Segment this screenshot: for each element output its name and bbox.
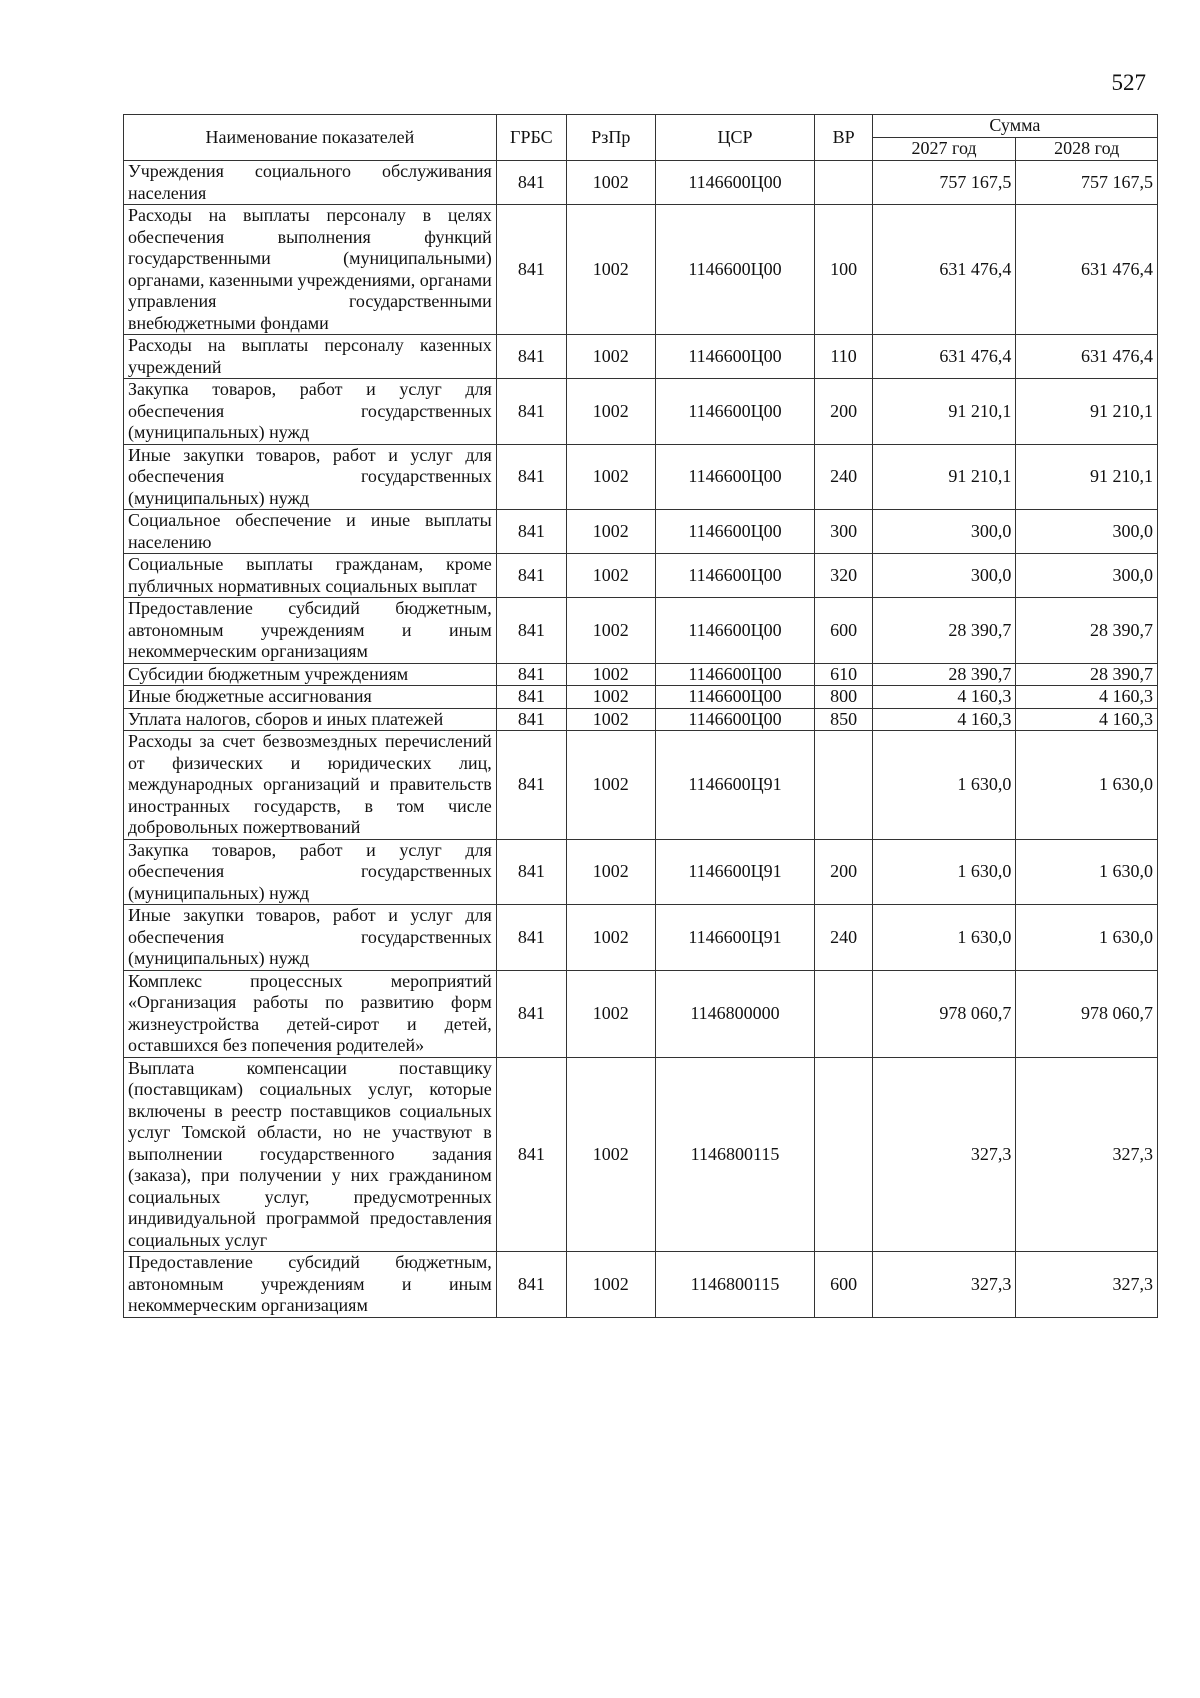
row-grbs-cell: 841 xyxy=(496,686,566,709)
row-grbs-cell: 841 xyxy=(496,335,566,379)
row-vr-cell: 240 xyxy=(815,444,872,510)
row-vr-cell xyxy=(815,970,872,1057)
row-grbs-cell: 841 xyxy=(496,970,566,1057)
row-grbs-cell: 841 xyxy=(496,731,566,840)
header-csr: ЦСР xyxy=(655,115,815,161)
row-name-cell: Социальные выплаты гражданам, кроме публичных нормативных социальных выплат xyxy=(124,554,497,598)
row-rzpr-cell: 1002 xyxy=(566,970,655,1057)
row-vr-cell: 600 xyxy=(815,598,872,664)
row-name-cell: Иные закупки товаров, работ и услуг для обеспечения государственных (муниципальных) нужд xyxy=(124,905,497,971)
table-row xyxy=(124,335,1158,379)
row-sum-2027-cell: 1 630,0 xyxy=(872,905,1016,971)
row-grbs-cell: 841 xyxy=(496,554,566,598)
table-row xyxy=(124,970,1158,1057)
table-row xyxy=(124,1252,1158,1318)
table-row xyxy=(124,663,1158,686)
row-csr-cell: 1146800115 xyxy=(655,1252,815,1318)
row-name-cell: Субсидии бюджетным учреждениям xyxy=(124,663,497,686)
table-row xyxy=(124,205,1158,335)
row-sum-2027-cell: 91 210,1 xyxy=(872,444,1016,510)
row-name-cell: Предоставление субсидий бюджетным, автономным учреждениям и иным некоммерческим организациям xyxy=(124,598,497,664)
header-grbs: ГРБС xyxy=(496,115,566,161)
row-csr-cell: 1146600Ц00 xyxy=(655,205,815,335)
row-sum-2027-cell: 1 630,0 xyxy=(872,731,1016,840)
row-rzpr-cell: 1002 xyxy=(566,598,655,664)
row-sum-2028-cell: 1 630,0 xyxy=(1016,839,1158,905)
row-rzpr-cell: 1002 xyxy=(566,839,655,905)
row-csr-cell: 1146600Ц00 xyxy=(655,335,815,379)
table-row xyxy=(124,905,1158,971)
row-vr-cell: 200 xyxy=(815,379,872,445)
row-vr-cell xyxy=(815,731,872,840)
table-row xyxy=(124,379,1158,445)
row-csr-cell: 1146600Ц91 xyxy=(655,905,815,971)
row-sum-2027-cell: 28 390,7 xyxy=(872,598,1016,664)
row-sum-2028-cell: 631 476,4 xyxy=(1016,335,1158,379)
header-name: Наименование показателей xyxy=(124,115,497,161)
row-vr-cell: 320 xyxy=(815,554,872,598)
row-csr-cell: 1146600Ц00 xyxy=(655,444,815,510)
row-grbs-cell: 841 xyxy=(496,598,566,664)
row-rzpr-cell: 1002 xyxy=(566,731,655,840)
row-sum-2027-cell: 631 476,4 xyxy=(872,205,1016,335)
row-name-cell: Расходы на выплаты персоналу казенных учреждений xyxy=(124,335,497,379)
row-csr-cell: 1146800115 xyxy=(655,1057,815,1252)
row-sum-2028-cell: 1 630,0 xyxy=(1016,905,1158,971)
row-grbs-cell: 841 xyxy=(496,205,566,335)
row-sum-2027-cell: 4 160,3 xyxy=(872,686,1016,709)
row-grbs-cell: 841 xyxy=(496,1057,566,1252)
table-row xyxy=(124,1057,1158,1252)
row-sum-2027-cell: 1 630,0 xyxy=(872,839,1016,905)
row-grbs-cell: 841 xyxy=(496,1252,566,1318)
row-rzpr-cell: 1002 xyxy=(566,379,655,445)
header-year-2027: 2027 год xyxy=(872,138,1016,161)
row-name-cell: Иные закупки товаров, работ и услуг для обеспечения государственных (муниципальных) нужд xyxy=(124,444,497,510)
row-sum-2027-cell: 327,3 xyxy=(872,1252,1016,1318)
table-row xyxy=(124,444,1158,510)
header-rzpr: РзПр xyxy=(566,115,655,161)
row-csr-cell: 1146600Ц00 xyxy=(655,663,815,686)
row-grbs-cell: 841 xyxy=(496,379,566,445)
row-rzpr-cell: 1002 xyxy=(566,1057,655,1252)
row-rzpr-cell: 1002 xyxy=(566,510,655,554)
row-sum-2027-cell: 757 167,5 xyxy=(872,161,1016,205)
row-sum-2028-cell: 28 390,7 xyxy=(1016,598,1158,664)
row-name-cell: Предоставление субсидий бюджетным, автономным учреждениям и иным некоммерческим организациям xyxy=(124,1252,497,1318)
row-rzpr-cell: 1002 xyxy=(566,686,655,709)
table-row xyxy=(124,598,1158,664)
row-vr-cell: 240 xyxy=(815,905,872,971)
row-grbs-cell: 841 xyxy=(496,161,566,205)
row-vr-cell xyxy=(815,1057,872,1252)
row-sum-2028-cell: 757 167,5 xyxy=(1016,161,1158,205)
row-vr-cell: 600 xyxy=(815,1252,872,1318)
row-name-cell: Комплекс процессных мероприятий «Организация работы по развитию форм жизнеустройства детей-сирот и детей, оставшихся без попечения родителей» xyxy=(124,970,497,1057)
row-grbs-cell: 841 xyxy=(496,905,566,971)
row-sum-2027-cell: 300,0 xyxy=(872,510,1016,554)
row-grbs-cell: 841 xyxy=(496,708,566,731)
table-row xyxy=(124,731,1158,840)
table-header xyxy=(124,115,1158,161)
row-csr-cell: 1146800000 xyxy=(655,970,815,1057)
row-csr-cell: 1146600Ц00 xyxy=(655,708,815,731)
row-sum-2028-cell: 4 160,3 xyxy=(1016,708,1158,731)
row-rzpr-cell: 1002 xyxy=(566,905,655,971)
header-vr: ВР xyxy=(815,115,872,161)
row-name-cell: Расходы на выплаты персоналу в целях обеспечения выполнения функций государственными (муниципальными) органами, казенными учреждениями, органами управления государственными внебюджетными фондами xyxy=(124,205,497,335)
row-rzpr-cell: 1002 xyxy=(566,708,655,731)
row-sum-2027-cell: 28 390,7 xyxy=(872,663,1016,686)
row-grbs-cell: 841 xyxy=(496,444,566,510)
row-csr-cell: 1146600Ц00 xyxy=(655,510,815,554)
row-vr-cell: 110 xyxy=(815,335,872,379)
row-sum-2027-cell: 91 210,1 xyxy=(872,379,1016,445)
row-sum-2027-cell: 300,0 xyxy=(872,554,1016,598)
row-grbs-cell: 841 xyxy=(496,510,566,554)
row-sum-2028-cell: 631 476,4 xyxy=(1016,205,1158,335)
row-rzpr-cell: 1002 xyxy=(566,663,655,686)
row-name-cell: Закупка товаров, работ и услуг для обеспечения государственных (муниципальных) нужд xyxy=(124,839,497,905)
row-vr-cell: 100 xyxy=(815,205,872,335)
table-body xyxy=(124,161,1158,1318)
row-csr-cell: 1146600Ц00 xyxy=(655,161,815,205)
table-row xyxy=(124,686,1158,709)
header-year-2028: 2028 год xyxy=(1016,138,1158,161)
row-rzpr-cell: 1002 xyxy=(566,335,655,379)
row-rzpr-cell: 1002 xyxy=(566,554,655,598)
row-name-cell: Расходы за счет безвозмездных перечислений от физических и юридических лиц, международных организаций и правительств иностранных государств, в том числе добровольных пожертвований xyxy=(124,731,497,840)
row-name-cell: Учреждения социального обслуживания населения xyxy=(124,161,497,205)
row-sum-2028-cell: 4 160,3 xyxy=(1016,686,1158,709)
row-name-cell: Уплата налогов, сборов и иных платежей xyxy=(124,708,497,731)
row-sum-2028-cell: 28 390,7 xyxy=(1016,663,1158,686)
table-row xyxy=(124,161,1158,205)
row-name-cell: Закупка товаров, работ и услуг для обеспечения государственных (муниципальных) нужд xyxy=(124,379,497,445)
row-vr-cell xyxy=(815,161,872,205)
row-sum-2028-cell: 91 210,1 xyxy=(1016,379,1158,445)
row-rzpr-cell: 1002 xyxy=(566,161,655,205)
table-row xyxy=(124,708,1158,731)
row-vr-cell: 850 xyxy=(815,708,872,731)
row-vr-cell: 300 xyxy=(815,510,872,554)
row-vr-cell: 200 xyxy=(815,839,872,905)
row-rzpr-cell: 1002 xyxy=(566,205,655,335)
row-sum-2028-cell: 1 630,0 xyxy=(1016,731,1158,840)
table-row xyxy=(124,839,1158,905)
row-name-cell: Социальное обеспечение и иные выплаты населению xyxy=(124,510,497,554)
page-number: 527 xyxy=(1111,70,1146,95)
row-sum-2027-cell: 4 160,3 xyxy=(872,708,1016,731)
row-grbs-cell: 841 xyxy=(496,663,566,686)
row-csr-cell: 1146600Ц00 xyxy=(655,379,815,445)
row-csr-cell: 1146600Ц00 xyxy=(655,686,815,709)
row-vr-cell: 800 xyxy=(815,686,872,709)
row-name-cell: Иные бюджетные ассигнования xyxy=(124,686,497,709)
row-sum-2028-cell: 300,0 xyxy=(1016,554,1158,598)
row-rzpr-cell: 1002 xyxy=(566,444,655,510)
row-csr-cell: 1146600Ц91 xyxy=(655,731,815,840)
budget-table xyxy=(123,114,1158,1318)
row-sum-2028-cell: 978 060,7 xyxy=(1016,970,1158,1057)
row-vr-cell: 610 xyxy=(815,663,872,686)
row-sum-2028-cell: 327,3 xyxy=(1016,1057,1158,1252)
row-sum-2027-cell: 327,3 xyxy=(872,1057,1016,1252)
row-sum-2027-cell: 978 060,7 xyxy=(872,970,1016,1057)
table-row xyxy=(124,510,1158,554)
row-sum-2028-cell: 91 210,1 xyxy=(1016,444,1158,510)
row-csr-cell: 1146600Ц91 xyxy=(655,839,815,905)
row-sum-2028-cell: 327,3 xyxy=(1016,1252,1158,1318)
row-name-cell: Выплата компенсации поставщику (поставщикам) социальных услуг, которые включены в реестр поставщиков социальных услуг Томской области, но не участвуют в выполнении государственного задания (заказа), при получении у них гражданином социальных услуг, предусмотренных индивидуальной программой предоставления социальных услуг xyxy=(124,1057,497,1252)
row-csr-cell: 1146600Ц00 xyxy=(655,598,815,664)
row-sum-2028-cell: 300,0 xyxy=(1016,510,1158,554)
row-rzpr-cell: 1002 xyxy=(566,1252,655,1318)
row-grbs-cell: 841 xyxy=(496,839,566,905)
row-csr-cell: 1146600Ц00 xyxy=(655,554,815,598)
row-sum-2027-cell: 631 476,4 xyxy=(872,335,1016,379)
header-sum: Сумма xyxy=(872,115,1157,138)
table-row xyxy=(124,554,1158,598)
